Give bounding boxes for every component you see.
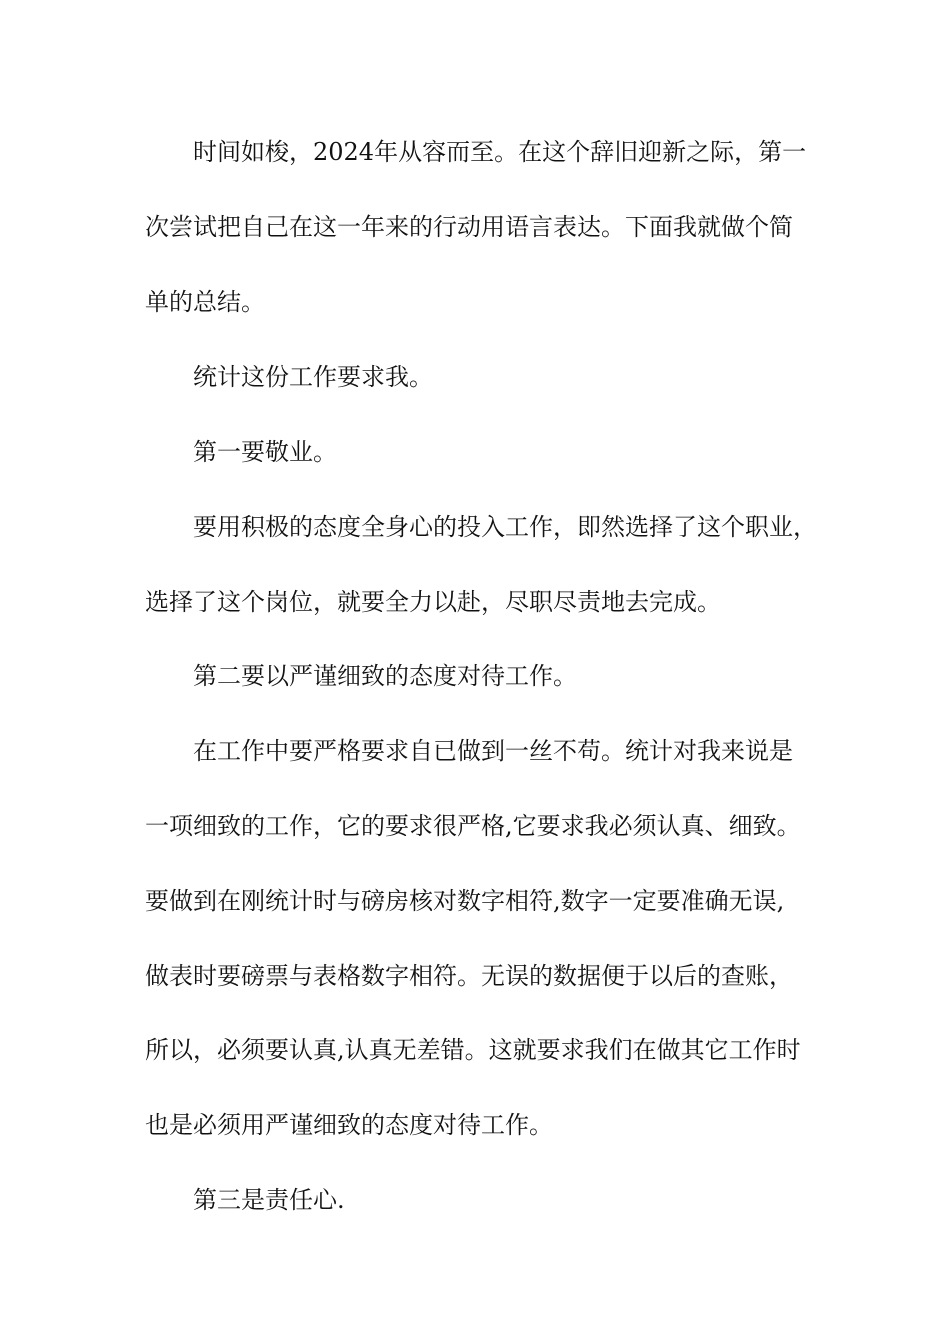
paragraph-line: 统计这份工作要求我。 — [193, 363, 433, 391]
paragraph-line: 选择了这个岗位，就要全力以赴，尽职尽责地去完成。 — [145, 588, 721, 616]
paragraph-line: 要做到在刚统计时与磅房核对数字相符,数字一定要准确无误, — [145, 887, 785, 915]
paragraph-line: 要用积极的态度全身心的投入工作，即然选择了这个职业， — [193, 513, 817, 541]
paragraph-line: 也是必须用严谨细致的态度对待工作。 — [145, 1111, 553, 1139]
paragraph-line: 时间如梭，2024年从容而至。在这个辞旧迎新之际，第一 — [193, 138, 807, 166]
paragraph-line: 一项细致的工作，它的要求很严格,它要求我必须认真、细致。 — [145, 812, 801, 840]
paragraph-line: 做表时要磅票与表格数字相符。无误的数据便于以后的查账， — [145, 962, 793, 990]
paragraph-line: 第三是责任心. — [193, 1186, 345, 1214]
paragraph-line: 第二要以严谨细致的态度对待工作。 — [193, 662, 577, 690]
paragraph-line: 第一要敬业。 — [193, 438, 337, 466]
paragraph-line: 在工作中要严格要求自已做到一丝不苟。统计对我来说是 — [193, 737, 793, 765]
paragraph-line: 所以，必须要认真,认真无差错。这就要求我们在做其它工作时 — [145, 1036, 801, 1064]
paragraph-line: 单的总结。 — [145, 288, 265, 316]
paragraph-line: 次尝试把自己在这一年来的行动用语言表达。下面我就做个简 — [145, 213, 793, 241]
